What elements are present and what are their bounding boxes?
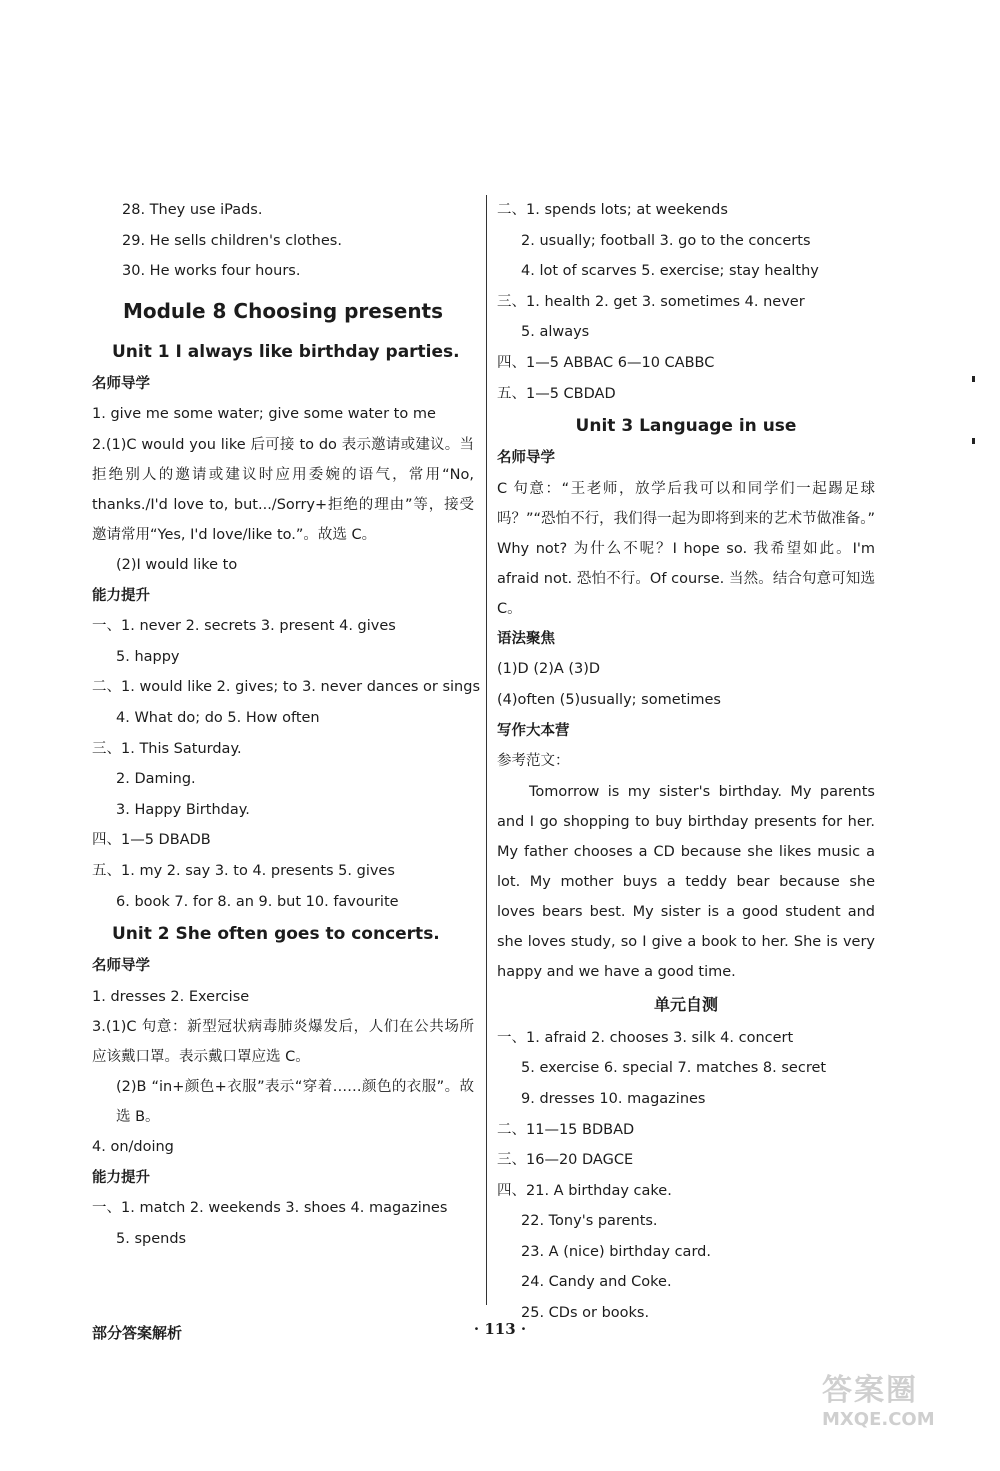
- explanation-paragraph: (2)B “in+颜色+衣服”表示“穿着……颜色的衣服”。故选 B。: [116, 1079, 474, 1126]
- answer-line: 6. book 7. for 8. an 9. but 10. favourite: [116, 893, 399, 910]
- answer-line: (4)often (5)usually; sometimes: [497, 691, 721, 708]
- explanation-paragraph: C 句意：“王老师，放学后我可以和同学们一起踢足球吗？”“恐怕不行，我们得一起为即将到来的艺术节做准备。” Why not? 为什么不呢？I hope so. 我希望如此。I'm afraid not. 恐怕不行。Of course. 当然。结合句意可知选 C。: [497, 480, 875, 617]
- explanation-paragraph: 2.(1)C would you like 后可接 to do 表示邀请或建议。当拒绝别人的邀请或建议时应用委婉的语气，常用“No, thanks./I'd love to, but.../Sorry+拒绝的理由”等，接受邀请常用“Yes, I'd love/like to.”。故选 C。: [92, 436, 474, 543]
- section-heading: 写作大本营: [497, 722, 570, 739]
- answer-line: 24. Candy and Coke.: [521, 1274, 672, 1291]
- answer-line: 22. Tony's parents.: [521, 1213, 658, 1230]
- section-heading: 能力提升: [92, 587, 150, 604]
- answer-line: 25. CDs or books.: [521, 1305, 650, 1322]
- answer-line: 4. on/doing: [92, 1139, 174, 1156]
- answer-line: 5. always: [521, 324, 590, 341]
- unit-title: Unit 1 I always like birthday parties.: [112, 341, 460, 362]
- self-test-title: 单元自测: [653, 994, 718, 1014]
- answer-line: 23. A (nice) birthday card.: [521, 1243, 711, 1260]
- answer-line: 2. usually; football 3. go to the concerts: [521, 232, 811, 249]
- answer-line: 4. lot of scarves 5. exercise; stay healthy: [521, 263, 819, 280]
- unit-title: Unit 2 She often goes to concerts.: [112, 924, 440, 945]
- answer-line: 三、1. This Saturday.: [92, 740, 242, 757]
- answer-line: 28. They use iPads.: [122, 202, 263, 218]
- answer-line: 1. give me some water; give some water to me: [92, 406, 436, 423]
- answer-line: (1)D (2)A (3)D: [497, 661, 601, 678]
- answer-line: 四、1—5 DBADB: [92, 832, 211, 849]
- section-heading: 语法聚焦: [497, 630, 555, 647]
- page-number: · 113 ·: [473, 1320, 527, 1338]
- section-heading: 名师导学: [92, 375, 150, 392]
- watermark-url: MXQE.COM: [822, 1409, 935, 1430]
- left-column: [92, 195, 481, 1255]
- footer-section-label: 部分答案解析: [92, 1324, 183, 1342]
- section-heading: 能力提升: [92, 1169, 150, 1186]
- answer-line: 3. Happy Birthday.: [116, 801, 250, 818]
- answer-line: 三、16—20 DAGCE: [497, 1152, 634, 1169]
- answer-line: 2. Daming.: [116, 771, 196, 788]
- sample-essay: Tomorrow is my sister's birthday. My parents and I go shopping to buy birthday presents for her. My father chooses a CD because she likes music a lot. My mother buys a teddy bear because she loves bears best. My sister is a good student and she loves study, so I give a book to her. She is very happy and we have a good time.: [497, 783, 875, 980]
- section-heading: 名师导学: [92, 958, 150, 975]
- answer-line: 9. dresses 10. magazines: [521, 1090, 706, 1107]
- answer-line: 二、1. spends lots; at weekends: [497, 202, 728, 218]
- answer-line: 四、1—5 ABBAC 6—10 CABBC: [497, 354, 715, 371]
- answer-line: 5. exercise 6. special 7. matches 8. secret: [521, 1060, 827, 1077]
- watermark-text: 答案圈: [822, 1373, 918, 1408]
- answer-line: 一、1. match 2. weekends 3. shoes 4. magazines: [92, 1200, 448, 1217]
- sample-label: 参考范文：: [497, 753, 570, 770]
- answer-line: 三、1. health 2. get 3. sometimes 4. never: [497, 293, 805, 310]
- answer-line: 4. What do; do 5. How often: [116, 709, 320, 726]
- answer-line: 五、1. my 2. say 3. to 4. presents 5. gives: [92, 862, 395, 879]
- module-title: Module 8 Choosing presents: [122, 298, 444, 323]
- answer-line: (2)I would like to: [116, 556, 238, 573]
- answer-line: 5. spends: [116, 1231, 187, 1248]
- watermark-logo: [822, 1365, 982, 1443]
- margin-mark: [972, 438, 975, 444]
- column-divider: [486, 195, 487, 1305]
- answer-line: 29. He sells children's clothes.: [122, 232, 342, 249]
- answer-line: 30. He works four hours.: [122, 263, 301, 280]
- explanation-paragraph: 3.(1)C 句意：新型冠状病毒肺炎爆发后，人们在公共场所应该戴口罩。表示戴口罩应选 C。: [92, 1019, 474, 1066]
- margin-mark: [972, 376, 975, 382]
- answer-line: 一、1. afraid 2. chooses 3. silk 4. concert: [497, 1029, 794, 1046]
- right-column: [497, 195, 875, 1329]
- section-heading: 名师导学: [497, 450, 555, 467]
- answer-line: 五、1—5 CBDAD: [497, 385, 616, 402]
- answer-line: 四、21. A birthday cake.: [497, 1182, 672, 1199]
- answer-line: 二、11—15 BDBAD: [497, 1121, 635, 1138]
- answer-line: 二、1. would like 2. gives; to 3. never dances or sings: [92, 679, 481, 696]
- answer-line: 5. happy: [116, 648, 180, 665]
- unit-title: Unit 3 Language in use: [575, 416, 797, 437]
- answer-line: 一、1. never 2. secrets 3. present 4. gives: [92, 618, 396, 635]
- answer-line: 1. dresses 2. Exercise: [92, 988, 250, 1005]
